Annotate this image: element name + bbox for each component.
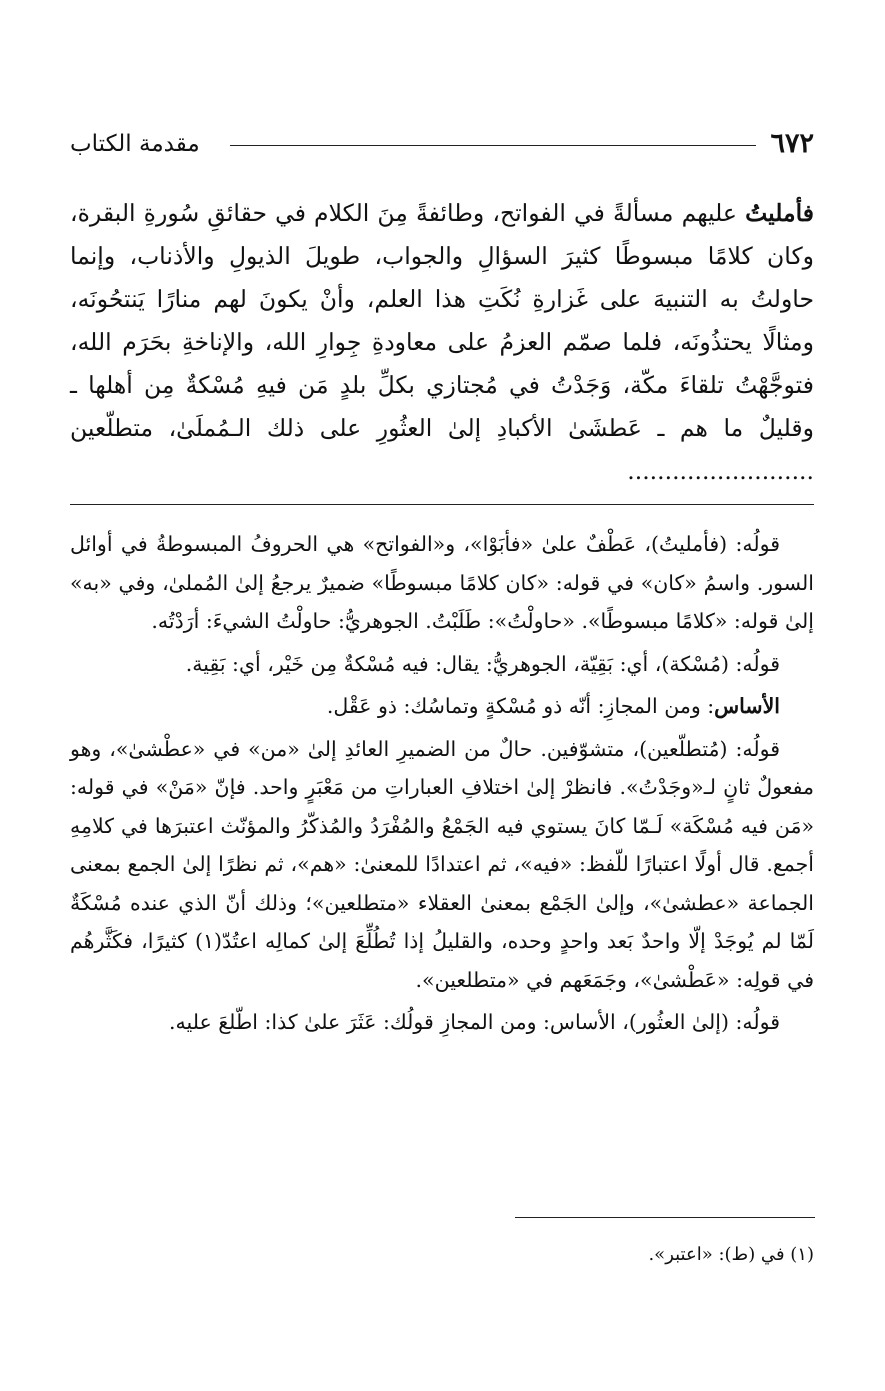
page-number: ٦٧٢: [770, 128, 814, 159]
header-rule: [230, 145, 756, 146]
footnote-divider: [515, 1217, 815, 1218]
commentary-paragraph: [70, 645, 814, 684]
commentary-text: قولُه: (إلىٰ العثُور)، الأساس: ومن المجازِ قولُك: عَثَرَ علىٰ كذا: اطّلعَ عليه.: [169, 1010, 780, 1034]
commentary-text: قولُه: (فأمليتُ)، عَطْفٌ علىٰ «فأبَوْا»، و«الفواتح» هي الحروفُ المبسوطةُ في أوائل السور. واسمُ «كان» في قوله: «كان كلامًا مبسوطًا» ضميرٌ يرجعُ إلىٰ المُملىٰ، وفي «به» إلىٰ قوله: «كلامًا مبسوطًا». «حاولْتُ»: طَلَبْتُ. الجوهريُّ: حاولْتُ الشيءَ: أرَدْتُه.: [70, 532, 814, 633]
running-title: مقدمة الكتاب: [70, 131, 200, 157]
commentary-label: الأساس: [714, 694, 780, 718]
commentary: [70, 525, 814, 1046]
commentary-paragraph: [70, 525, 814, 641]
main-text-lead: فأمليتُ: [745, 199, 814, 227]
commentary-paragraph: [70, 1003, 814, 1042]
footnote: (١) في (ط): «اعتبر».: [648, 1244, 814, 1265]
main-text-dots: .........................: [627, 457, 814, 485]
main-text: [70, 192, 814, 493]
page-header: [70, 128, 814, 164]
commentary-text: : ومن المجازِ: أنّه ذو مُسْكةٍ وتماسُك: ذو عَقْل.: [326, 694, 715, 718]
commentary-text: قولُه: (مُتطلّعين)، متشوّفين. حالٌ من الضميرِ العائدِ إلىٰ «من» في «عطْشىٰ»، وهو مفعولٌ ثانٍ لـ«وجَدْتُ». فانظرْ إلىٰ اختلافِ العباراتِ من مَعْبَرٍ واحد. فإنّ «مَنْ» في قوله: «مَن فيه مُسْكَة» لَـمّا كانَ يستوي فيه الجَمْعُ والمُفْرَدُ والمُذكّرُ والمؤنّث اعتبرَها في كلامِهِ أجمع. قال أولًا اعتبارًا للّفظ: «فيه»، ثم اعتدادًا للمعنىٰ: «هم»، ثم نظرًا إلىٰ الجمع بمعنى الجماعة «عطشىٰ»، وإلىٰ الجَمْع بمعنىٰ العقلاء «متطلعين»؛ وذلك أنّ الذي عنده مُسْكَةٌ لَمّا لم يُوجَدْ إلّا واحدٌ بَعد واحدٍ وحده، والقليلُ إذا تُطُلِّعَ إلىٰ كمالِه اعتُدّ(١) كثيرًا، فكَثَّرهُم في قولِه: «عَطْشىٰ»، وجَمَعَهم في «متطلعين».: [70, 736, 815, 992]
commentary-paragraph: [70, 687, 814, 726]
commentary-paragraph: [70, 730, 814, 1000]
commentary-text: قولُه: (مُسْكة)، أي: بَقِيّة، الجوهريُّ: يقال: فيه مُسْكةٌ مِن خَيْر، أي: بَقِية.: [185, 651, 780, 676]
section-divider: [70, 504, 814, 505]
main-text-body: عليهم مسألةً في الفواتح، وطائفةً مِنَ الكلام في حقائقِ سُورةِ البقرة، وكان كلامًا مبسوطًا كثيرَ السؤالِ والجواب، طويلَ الذيولِ والأذناب، وإنما حاولتُ به التنبيهَ على غَزارةِ نُكَتِ هذا العلم، وأنْ يكونَ لهم منارًا يَنتحُونَه، ومثالًا يحتذُونَه، فلما صمّم العزمُ على معاودةِ جِوارِ الله، والإناخةِ بحَرَم الله، فتوجَّهْتُ تلقاءَ مكّة، وَجَدْتُ في مُجتازي بكلِّ بلدٍ مَن فيهِ مُسْكةٌ مِن أهلها ـ وقليلٌ ما هم ـ عَطشَىٰ الأكبادِ إلىٰ العثُورِ على ذلك الـمُملَىٰ، متطلّعين: [70, 199, 814, 442]
